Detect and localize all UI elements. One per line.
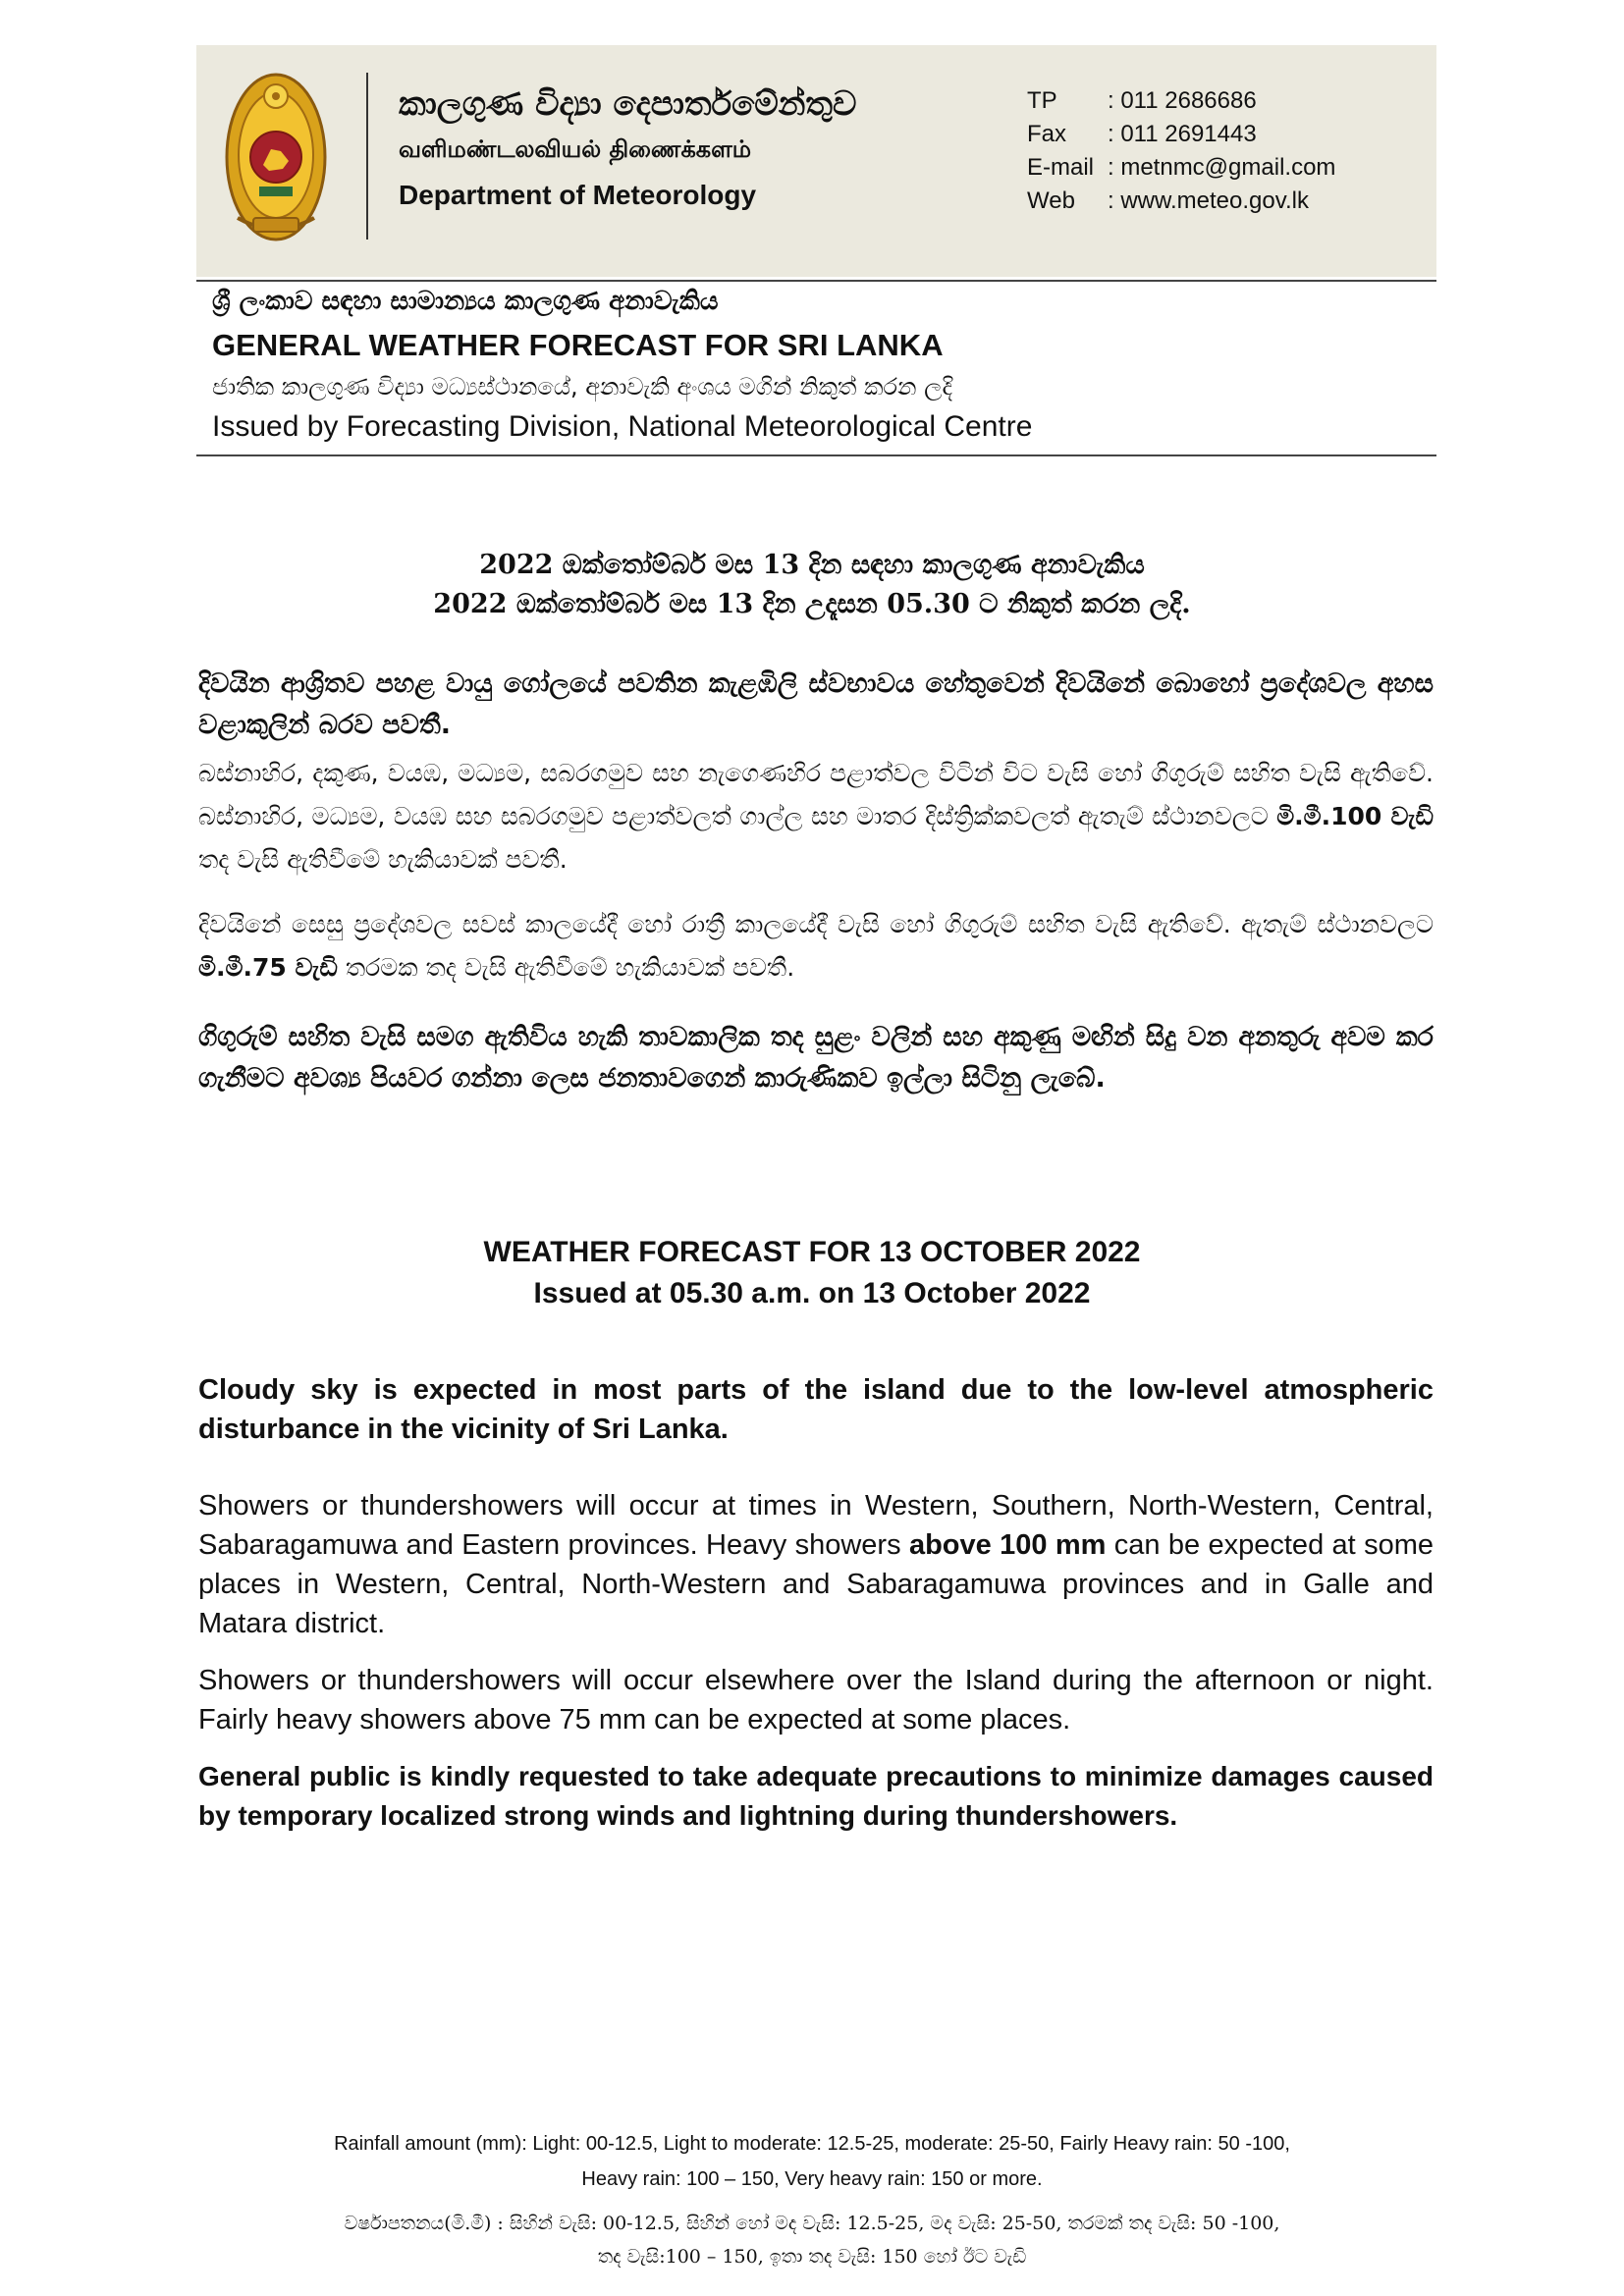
rainfall-highlight: above 100 mm: [908, 1529, 1107, 1561]
contact-block: [1027, 84, 1335, 218]
english-heading-line1: WEATHER FORECAST FOR 13 OCTOBER 2022: [483, 1236, 1141, 1268]
contact-row-phone: [1027, 84, 1335, 118]
sinhala-heading-line1: 2022 ඔක්තෝම්බර් මස 13 දින සඳහා කාලගුණ අනාවැකිය: [479, 550, 1145, 580]
english-summary: Cloudy sky is expected in most parts of the island due to the low-level atmospheric disturbance in the vicinity of Sri Lanka.: [198, 1374, 1434, 1445]
contact-label: Web: [1027, 187, 1075, 214]
legend-line: Rainfall amount (mm): Light: 00-12.5, Light to moderate: 12.5-25, moderate: 25-50, Fairly Heavy rain: 50 -100,: [334, 2133, 1290, 2155]
rainfall-highlight: මි.මී.100 වැඩි: [1276, 802, 1435, 830]
letterhead: [196, 45, 1436, 277]
contact-label: Fax: [1027, 121, 1067, 147]
sinhala-heading-line2: 2022 ඔක්තෝම්බර් මස 13 දින උදෑසන 05.30 ට නිකුත් කරන ලදි.: [433, 589, 1191, 619]
rainfall-highlight: මි.මී.75 වැඩි: [198, 953, 338, 982]
contact-label: TP: [1027, 87, 1057, 114]
issuer-sinhala: ජාතික කාලගුණ විද්‍යා මධ්‍යස්ථානයේ, අනාවැකි අංශය මගින් නිකුත් කරන ලදි: [212, 373, 953, 400]
sinhala-paragraph-1: [198, 752, 1434, 881]
department-names: [399, 82, 856, 218]
sinhala-advisory: ගිගුරුම් සහිත වැසි සමග ඇතිවිය හැකි තාවකාලික තද සුළං වලින් සහ අකුණු මඟින් සිදු වන අනතුරු අවම කර ගැනීමට අවශ්‍ය පියවර ගන්නා ලෙස ජනතාවගෙන් කාරුණිකව ඉල්ලා සිටිනු ලැබේ.: [198, 1022, 1434, 1094]
rainfall-legend-english: [0, 2126, 1624, 2197]
department-name-english: Department of Meteorology: [399, 180, 757, 210]
contact-value: : 011 2691443: [1108, 121, 1257, 147]
sinhala-summary: දිවයින ආශ්‍රිතව පහළ වායු ගෝලයේ පවතින කැළඹිලි ස්වභාවය හේතුවෙන් දිවයිනේ බොහෝ ප්‍රදේශවල අහස වළාකුලින් බරව පවතී.: [198, 668, 1434, 740]
issuer-english: Issued by Forecasting Division, National Meteorological Centre: [212, 410, 1033, 443]
sinhala-paragraph-2: [198, 903, 1434, 989]
letterhead-divider: [366, 73, 368, 240]
english-paragraph-2: Showers or thundershowers will occur elsewhere over the Island during the afternoon or night. Fairly heavy showers above 75 mm can be expected at some places.: [198, 1665, 1434, 1735]
text-segment: Showers or thundershowers will occur at times in Western, Southern, North-Western, Central, Sabaragamuwa and Eastern provinces. Heavy showers: [198, 1490, 1434, 1561]
contact-value: : metnmc@gmail.com: [1108, 154, 1336, 181]
contact-row-email: [1027, 151, 1335, 185]
header-bottom-rule: [196, 454, 1436, 456]
english-paragraph-1: [198, 1486, 1434, 1643]
legend-line: තද වැසි:100 – 150, ඉතා තද වැසි: 150 හෝ ඊට වැඩි: [597, 2246, 1027, 2268]
rainfall-legend-sinhala: [0, 2207, 1624, 2273]
english-advisory: General public is kindly requested to take adequate precautions to minimize damages caused by temporary localized strong winds and lightning during thundershowers.: [198, 1761, 1434, 1831]
text-segment: තරමක තද වැසි ඇතිවීමේ හැකියාවක් පවතී.: [337, 953, 795, 982]
legend-line: Heavy rain: 100 – 150, Very heavy rain: 150 or more.: [581, 2168, 1043, 2190]
text-segment: can be expected at some places in Western, Central, North-Western and Sabaragamuwa provinces and in Galle and Matara district.: [198, 1529, 1434, 1639]
contact-row-fax: [1027, 118, 1335, 151]
contact-value: : 011 2686686: [1108, 87, 1257, 114]
department-name-tamil: வளிமண்டலவியல் திணைக்களம்: [399, 135, 752, 163]
department-name-sinhala: කාලගුණ විද්‍යා දෙපාර්තමේන්තුව: [399, 84, 857, 124]
contact-label: E-mail: [1027, 154, 1095, 181]
legend-line: වර්ෂාපතනය(මි.මී) : සිහින් වැසි: 00-12.5, සිහින් හෝ මද වැසි: 12.5-25, මද වැසි: 25-50, තරමක් තද වැසි: 50 -100,: [344, 2213, 1280, 2234]
text-segment: දිවයිනේ සෙසු ප්‍රදේශවල සවස් කාලයේදී හෝ රාත්‍රී කාලයේදී වැසි හෝ ගිගුරුම් සහිත වැසි ඇතිවේ. ඇතැම් ස්ථානවලට: [198, 910, 1434, 938]
national-emblem-icon: [224, 71, 328, 243]
forecast-title-english: GENERAL WEATHER FORECAST FOR SRI LANKA: [212, 328, 944, 362]
forecast-title-sinhala: ශ්‍රී ලංකාව සඳහා සාමාන්‍යය කාලගුණ අනාවැකිය: [212, 287, 719, 316]
header-top-rule: [196, 280, 1436, 282]
text-segment: බස්නාහිර, දකුණ, වයඹ, මධ්‍යම, සබරගමුව සහ නැගෙණහිර පළාත්වල විටින් විට වැසි හෝ ගිගුරුම් සහිත වැසි ඇතිවේ. බස්නාහිර, මධ්‍යම, වයඹ සහ සබරගමුව පළාත්වලත් ගාල්ල සහ මාතර දිස්ත්‍රික්කවලත් ඇතැම් ස්ථානවලට: [198, 759, 1434, 830]
contact-value: : www.meteo.gov.lk: [1108, 187, 1309, 214]
english-heading-line2: Issued at 05.30 a.m. on 13 October 2022: [533, 1277, 1091, 1309]
contact-row-web: [1027, 185, 1335, 218]
text-segment: තද වැසි ඇතිවීමේ හැකියාවක් පවතී.: [198, 845, 568, 874]
